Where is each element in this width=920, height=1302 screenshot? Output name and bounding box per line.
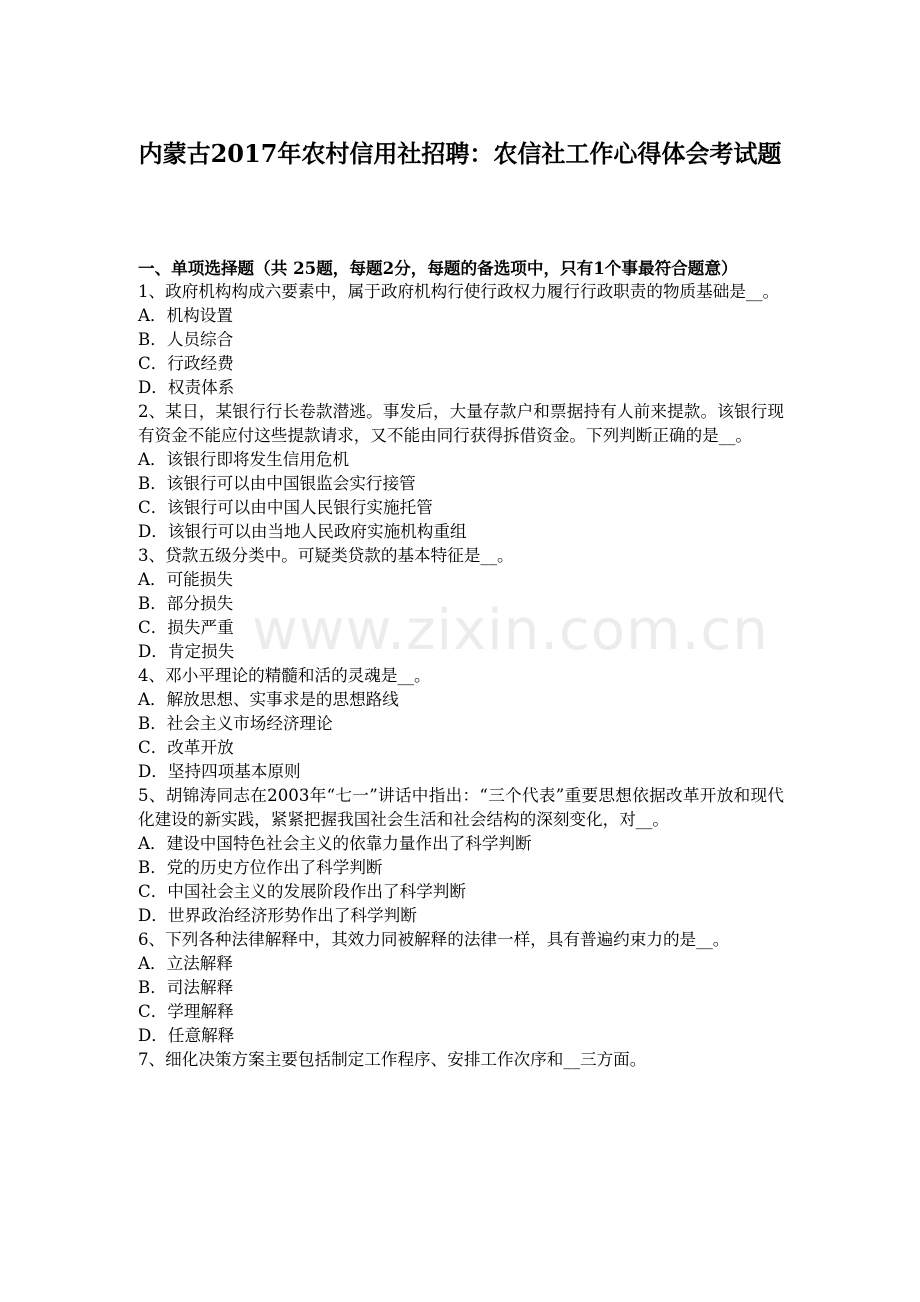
option-a: A．机构设置 <box>138 306 233 325</box>
question-stem: 6、下列各种法律解释中，其效力同被解释的法律一样，具有普遍约束力的是__。 <box>138 930 730 949</box>
option-b: B．人员综合 <box>138 330 234 349</box>
document-body <box>138 256 784 1072</box>
option-b: B．该银行可以由中国银监会实行接管 <box>138 474 416 493</box>
question-block <box>138 1048 784 1072</box>
option-b: B．党的历史方位作出了科学判断 <box>138 858 383 877</box>
question-block <box>138 664 784 784</box>
question-stem: 7、细化决策方案主要包括制定工作程序、安排工作次序和__三方面。 <box>138 1050 647 1069</box>
option-d: D．权责体系 <box>138 378 235 397</box>
option-d: D．坚持四项基本原则 <box>138 762 301 781</box>
question-stem: 4、邓小平理论的精髓和活的灵魂是__。 <box>138 666 431 685</box>
question-stem: 3、贷款五级分类中。可疑类贷款的基本特征是__。 <box>138 546 514 565</box>
option-c: C．中国社会主义的发展阶段作出了科学判断 <box>138 882 466 901</box>
option-a: A．可能损失 <box>138 570 233 589</box>
question-block <box>138 928 784 1048</box>
option-a: A．立法解释 <box>138 954 233 973</box>
option-a: A．解放思想、实事求是的思想路线 <box>138 690 399 709</box>
option-c: C．该银行可以由中国人民银行实施托管 <box>138 498 433 517</box>
option-d: D．肯定损失 <box>138 642 235 661</box>
option-b: B．司法解释 <box>138 978 234 997</box>
watermark: www.zixin.com.cn <box>252 598 769 663</box>
question-block <box>138 784 784 928</box>
option-d: D．世界政治经济形势作出了科学判断 <box>138 906 417 925</box>
option-a: A．建设中国特色社会主义的依靠力量作出了科学判断 <box>138 834 532 853</box>
option-c: C．学理解释 <box>138 1002 234 1021</box>
option-d: D．该银行可以由当地人民政府实施机构重组 <box>138 522 467 541</box>
option-c: C．损失严重 <box>138 618 234 637</box>
question-block <box>138 280 784 400</box>
section-heading: 一、单项选择题（共 25题，每题2分，每题的备选项中，只有1个事最符合题意） <box>138 258 738 278</box>
option-d: D．任意解释 <box>138 1026 235 1045</box>
question-stem: 2、某日，某银行行长卷款潜逃。事发后，大量存款户和票据持有人前来提款。该银行现有资金不能应付这些提款请求，又不能由同行获得拆借资金。下列判断正确的是__。 <box>138 402 784 445</box>
question-block <box>138 544 784 664</box>
option-a: A．该银行即将发生信用危机 <box>138 450 350 469</box>
question-stem: 1、政府机构构成六要素中，属于政府机构行使行政权力履行行政职责的物质基础是__。 <box>138 282 780 301</box>
option-b: B．部分损失 <box>138 594 234 613</box>
page-title: 内蒙古2017年农村信用社招聘：农信社工作心得体会考试题 <box>138 139 782 168</box>
question-stem: 5、胡锦涛同志在2003年“七一”讲话中指出：“三个代表”重要思想依据改革开放和现代化建设的新实践，紧紧把握我国社会生活和社会结构的深刻变化，对__。 <box>138 786 784 829</box>
question-block <box>138 400 784 544</box>
option-c: C．改革开放 <box>138 738 234 757</box>
option-c: C．行政经费 <box>138 354 234 373</box>
option-b: B．社会主义市场经济理论 <box>138 714 333 733</box>
